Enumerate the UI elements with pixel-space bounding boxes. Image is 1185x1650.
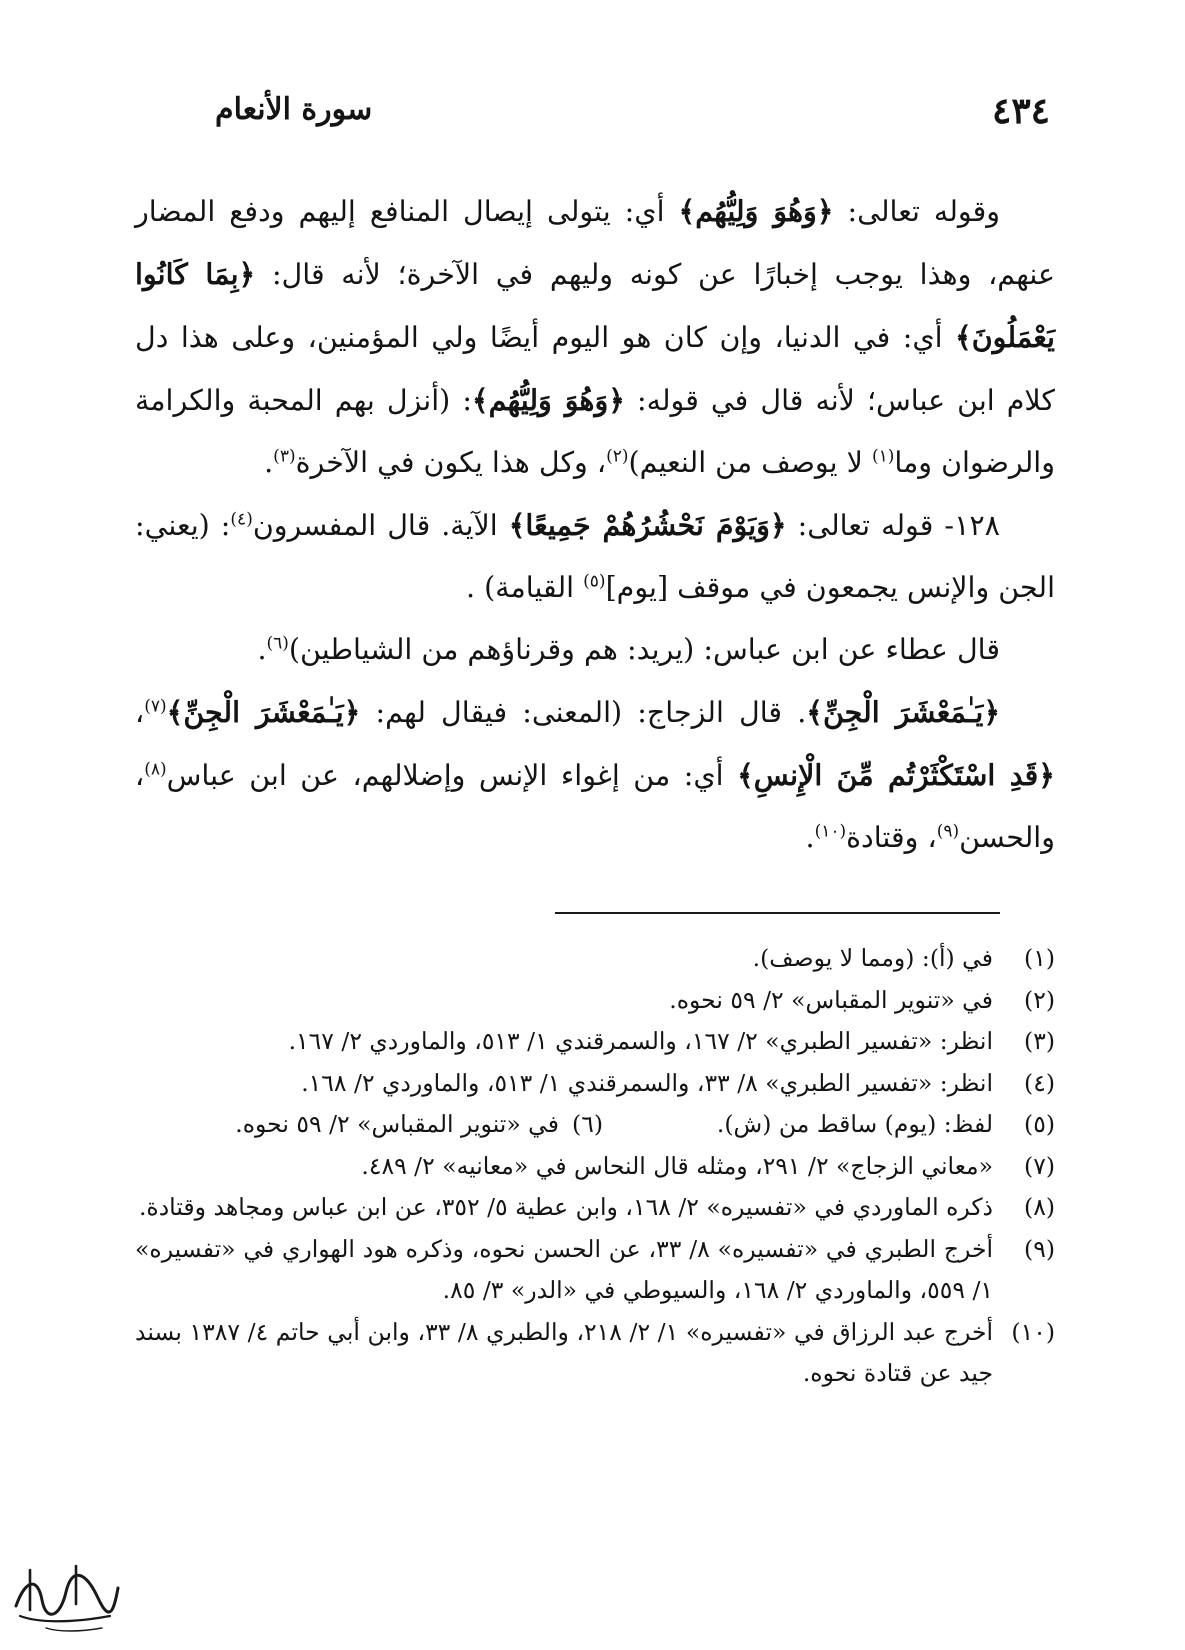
footnote-number: (٩) [1024,1234,1055,1263]
quran-quote: ﴿بِمَا كَانُوا يَعْمَلُونَ﴾ [135,257,1055,354]
text-run: ، [135,696,145,729]
footnotes [135,938,1055,1395]
footnote-text: انظر: «تفسير الطبري» ٨/ ٣٣، والسمرقندي ١/ ٥١٣، والماوردي ٢/ ١٦٨. [301,1068,993,1097]
footnote-9 [135,1229,1055,1312]
text-run: ، والحسن [135,759,1055,854]
page-header [0,82,1185,142]
paragraph-4 [135,681,1055,869]
footnote-text: انظر: «تفسير الطبري» ٢/ ١٦٧، والسمرقندي ١/ ٥١٣، والماوردي ٢/ ١٦٧. [288,1027,993,1055]
footnote-number: (١) [1024,944,1055,972]
text-run: : (أنزل بهم المحبة والكرامة والرضوان وما [135,384,1055,479]
footnote-5 [603,1104,1055,1146]
quran-quote: ﴿وَيَوْمَ نَحْشُرُهُمْ جَمِيعًا﴾ [508,508,787,542]
text-run: أي: في الدنيا، وإن كان هو اليوم أيضًا ولي المؤمنين، وعلى هذا دل كلام ابن عباس؛ لأنه قال في قوله: [135,321,1055,417]
text-run: الآية. قال المفسرون [252,509,509,542]
quran-quote: ﴿قَدِ اسْتَكْثَرْتُم مِّنَ الْإِنسِ﴾ [737,758,1056,792]
footnote-number: (٣) [1024,1027,1055,1055]
text-run: ١٢٨- قوله تعالى: [786,509,1000,542]
footnote-2 [135,980,1055,1022]
text-run: وقوله تعالى: [833,195,1000,228]
footnote-number: (٦) [572,1110,603,1138]
footnote-number: (٧) [1024,1151,1055,1180]
paragraph-3 [135,619,1055,681]
quran-quote: ﴿وَهُوَ وَلِيُّهُم﴾ [678,194,834,228]
footnote-10 [135,1312,1055,1395]
footnote-3 [135,1021,1055,1063]
footnote-ref: (٨) [144,759,167,780]
paragraph-2 [135,494,1055,619]
text-run: : (يعني: الجن والإنس يجمعون في موقف [يوم] [135,509,1055,604]
text-run: . [257,633,267,666]
footnote-number: (١٠) [1011,1317,1055,1346]
running-title: سورة الأنعام [215,92,373,127]
footnote-text: لفظ: (يوم) ساقط من (ش). [716,1110,993,1138]
footnote-ref: (٤) [230,509,253,530]
footnote-ref: (١٠) [814,821,847,842]
quran-quote: ﴿يَـٰمَعْشَرَ الْجِنِّ﴾ [806,695,1001,729]
footnote-text: «معاني الزجاج» ٢/ ٢٩١، ومثله قال النحاس في «معانيه» ٢/ ٤٨٩. [361,1151,993,1180]
text-run: ، وقتادة [846,821,937,854]
quran-quote: ﴿وَهُوَ وَلِيُّهُم﴾ [471,383,625,417]
text-run: لا يوصف من النعيم) [628,446,872,479]
text-run: . [805,821,815,854]
footnote-ref: (١) [871,446,895,467]
footnote-text: أخرج الطبري في «تفسيره» ٨/ ٣٣، عن الحسن نحوه، وذكره هود الهواري في «تفسيره» ١/ ٥٥٩، والماوردي ٢/ ١٦٨، والسيوطي في «الدر» ٣/ ٨٥. [135,1234,994,1304]
quran-quote: ﴿يَـٰمَعْشَرَ الْجِنِّ﴾ [166,695,361,729]
text-run: القيامة) . [465,571,584,604]
footnote-8 [135,1187,1055,1229]
footnote-number: (٤) [1024,1068,1055,1097]
footnote-ref: (٢) [606,446,629,467]
text-run: أي: يتولى إيصال المنافع إليهم ودفع المضار عنهم، وهذا يوجب إخبارًا عن كونه وليهم في الآخرة؛ لأنه قال: [135,195,1055,291]
text-run: . [264,446,274,479]
text-run: . قال الزجاج: (المعنى: فيقال لهم: [360,696,807,729]
footnote-number: (٥) [1024,1110,1055,1138]
footnote-7 [135,1146,1055,1188]
footnote-ref: (٦) [266,633,289,654]
footnote-ref: (٣) [273,446,296,467]
footnote-number: (٢) [1024,985,1055,1014]
footnote-divider [555,912,1000,914]
footnote-text: أخرج عبد الرزاق في «تفسيره» ١/ ٢/ ٢١٨، والطبري ٨/ ٣٣، وابن أبي حاتم ٤/ ١٣٨٧ بسند جيد عن قتادة نحوه. [135,1317,994,1387]
footnote-text: ذكره الماوردي في «تفسيره» ٢/ ١٦٨، وابن عطية ٥/ ٣٥٢، عن ابن عباس ومجاهد وقتادة. [138,1193,993,1221]
footnote-text: في (أ): (ومما لا يوصف). [752,944,993,972]
text-run: أي: من إغواء الإنس وإضلالهم، عن ابن عباس [166,759,738,792]
page-number: ٤٣٤ [991,90,1050,132]
footnote-ref: (٥) [583,571,606,592]
main-text [135,180,1055,869]
footnote-number: (٨) [1024,1193,1055,1221]
watermark-stamp [6,1548,124,1638]
footnote-6 [169,1104,603,1146]
footnote-1 [135,938,1055,980]
footnote-ref: (٧) [144,696,167,717]
footnote-ref: (٩) [936,821,960,842]
footnote-4 [135,1063,1055,1105]
paragraph-1 [135,180,1055,494]
footnote-text: في «تنوير المقباس» ٢/ ٥٩ نحوه. [235,1110,559,1138]
text-run: قال عطاء عن ابن عباس: (يريد: هم وقرناؤهم من الشياطين) [288,633,1000,666]
footnote-text: في «تنوير المقباس» ٢/ ٥٩ نحوه. [669,985,993,1014]
footnote-row-5-6 [135,1104,1055,1146]
text-run: ، وكل هذا يكون في الآخرة [295,446,607,479]
